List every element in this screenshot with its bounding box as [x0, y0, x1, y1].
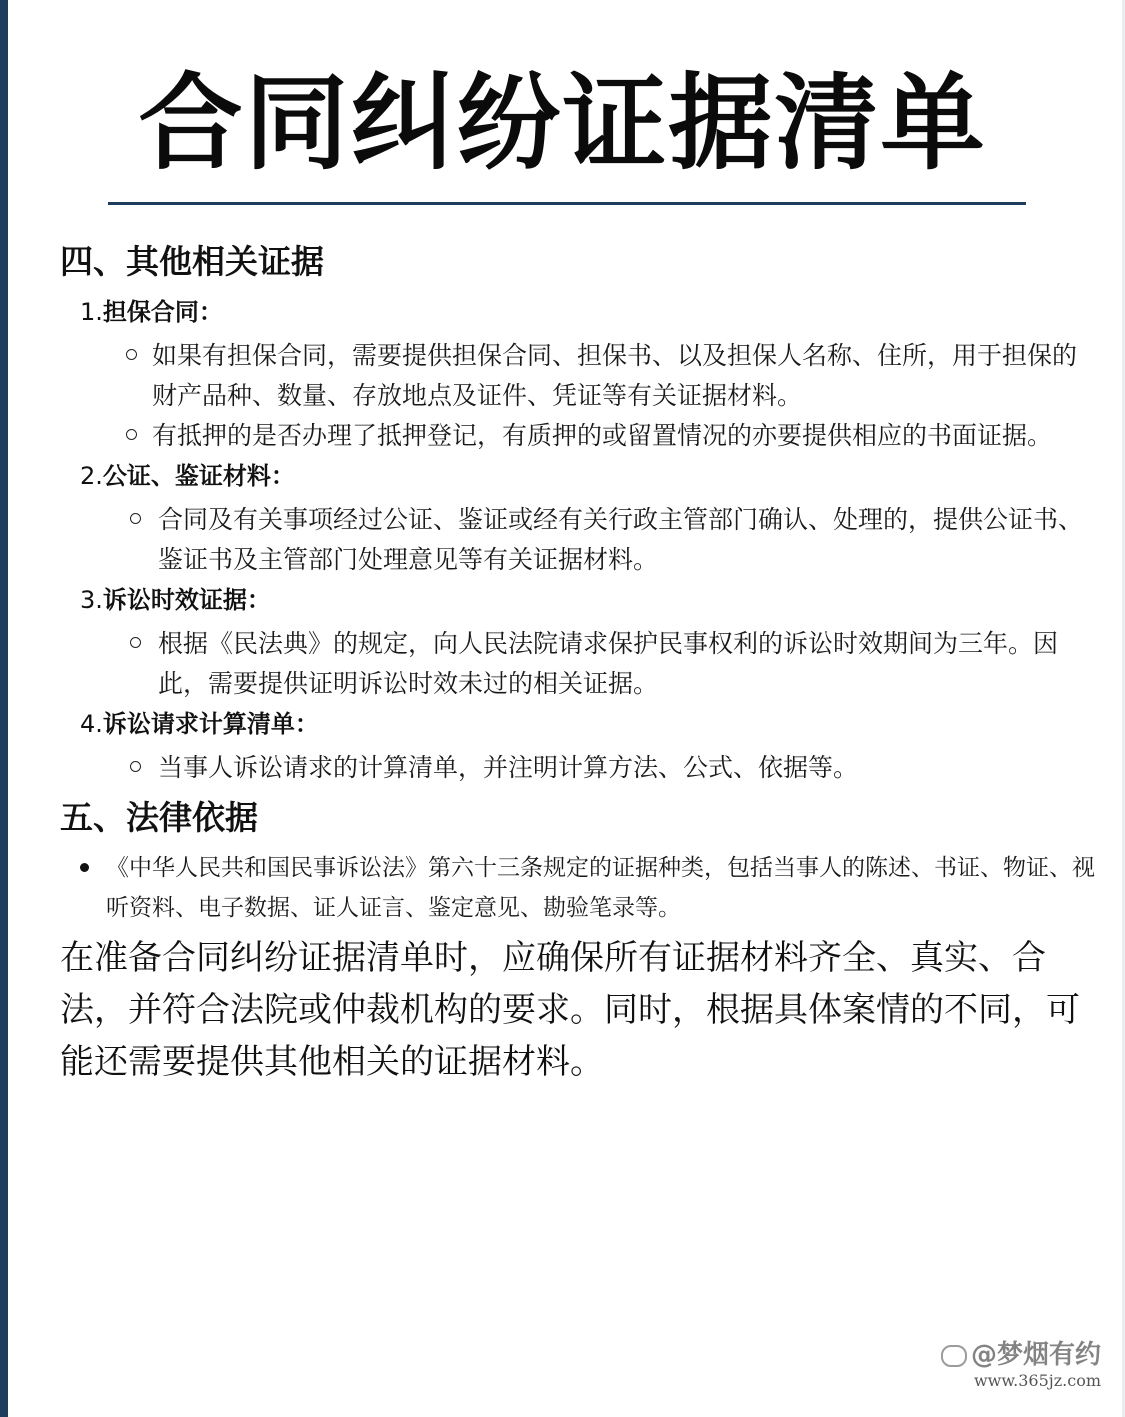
circle-bullet-icon: [130, 513, 141, 524]
chat-bubble-icon: [941, 1345, 967, 1367]
item-label: 担保合同：: [102, 298, 223, 326]
circle-bullet-icon: [126, 429, 137, 440]
circle-bullet-icon: [130, 761, 141, 772]
item-label: 诉讼请求计算清单：: [102, 710, 319, 738]
list-item: 《中华人民共和国民事诉讼法》第六十三条规定的证据种类，包括当事人的陈述、书证、物证、视听资料、电子数据、证人证言、鉴定意见、勘验笔录等。: [0, 848, 1125, 928]
item-number: 3.: [80, 586, 103, 614]
circle-bullet-icon: [130, 637, 141, 648]
summary-paragraph: 在准备合同纠纷证据清单时，应确保所有证据材料齐全、真实、合法，并符合法院或仲裁机构的要求。同时，根据具体案情的不同，可能还需要提供其他相关的证据材料。: [60, 938, 1080, 1082]
list-item: 当事人诉讼请求的计算清单，并注明计算方法、公式、依据等。: [0, 748, 1125, 788]
section-4-heading: 四、其他相关证据: [60, 242, 324, 281]
watermark-url: www.365jz.com: [973, 1371, 1101, 1390]
item-number: 4.: [80, 710, 103, 738]
title-divider: [108, 202, 1026, 205]
list-item: 合同及有关事项经过公证、鉴证或经有关行政主管部门确认、处理的，提供公证书、鉴证书及主管部门处理意见等有关证据材料。: [0, 500, 1125, 580]
page-title: 合同纠纷证据清单: [138, 61, 987, 184]
watermark: [901, 1339, 1101, 1391]
list-item: 有抵押的是否办理了抵押登记，有质押的或留置情况的亦要提供相应的书面证据。: [0, 416, 1125, 456]
circle-bullet-icon: [126, 349, 137, 360]
item-label: 公证、鉴证材料：: [102, 462, 295, 490]
item-4-heading: [0, 704, 1125, 744]
item-number: 1.: [80, 298, 103, 326]
document-content: [0, 232, 1125, 1088]
list-item: 如果有担保合同，需要提供担保合同、担保书、以及担保人名称、住所，用于担保的财产品种、数量、存放地点及证件、凭证等有关证据材料。: [0, 336, 1125, 416]
item-1-heading: [0, 292, 1125, 332]
item-label: 诉讼时效证据：: [102, 586, 271, 614]
item-number: 2.: [80, 462, 103, 490]
bullet-icon: [80, 863, 89, 872]
section-5-heading: 五、法律依据: [60, 798, 258, 837]
item-2-heading: [0, 456, 1125, 496]
item-3-heading: [0, 580, 1125, 620]
watermark-author: @梦烟有约: [901, 1339, 1101, 1371]
list-item: 根据《民法典》的规定，向人民法院请求保护民事权利的诉讼时效期间为三年。因此，需要提供证明诉讼时效未过的相关证据。: [0, 624, 1125, 704]
